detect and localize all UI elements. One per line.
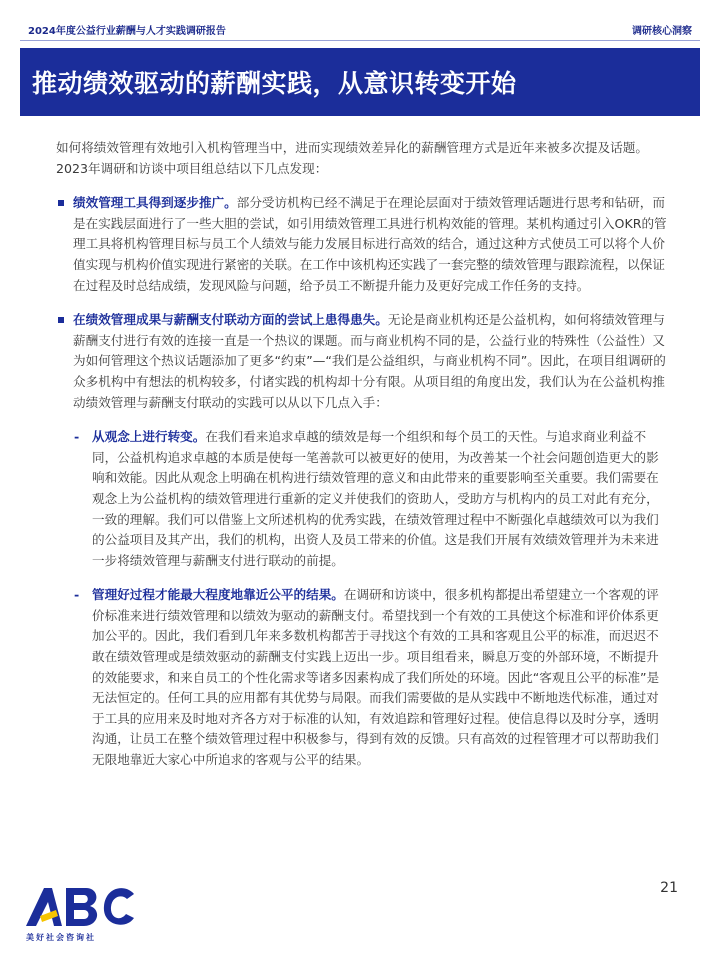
title-banner [20, 48, 700, 116]
main-content [56, 138, 668, 785]
bullet-body: 无论是商业机构还是公益机构，如何将绩效管理与薪酬支付进行有效的连接一直是一个热议的课题。而与商业机构不同的是，公益行业的特殊性（公益性）又为如何管理这个热议话题添加了更多“约束”—“我们是公益组织，与商业机构不同”。因此，在项目组调研的众多机构中有想法的机构较多，付诸实践的机构却十分有限。从项目组的角度出发，我们认为在公益机构推动绩效管理与薪酬支付联动的实践可以从以下几点入手： [73, 312, 666, 410]
dash-bullet: - [74, 429, 80, 445]
sub-heading: 从观念上进行转变。 [92, 429, 206, 445]
sub-body: 在我们看来追求卓越的绩效是每一个组织和每个员工的天性。与追求商业利益不同，公益机构追求卓越的本质是使每一笔善款可以被更好的使用，为改善某一个社会问题创造更大的影响和效能。因此从观念上明确在机构进行绩效管理的意义和由此带来的重要影响至关重要。我们需要在观念上为公益机构的绩效管理进行重新的定义并使我们的资助人，受助方与机构内的员工对此有充分，一致的理解。我们可以借鉴上文所述机构的优秀实践，在绩效管理过程中不断强化卓越绩效可以为我们的公益项目及其产出，我们的机构，出资人及员工带来的价值。这是我们开展有效绩效管理并为未来进一步将绩效管理与薪酬支付进行联动的前提。 [92, 429, 659, 568]
square-bullet-icon [58, 317, 64, 323]
sub-item [56, 427, 668, 571]
page-number: 21 [660, 880, 678, 896]
dash-bullet: - [74, 587, 80, 603]
sub-body: 在调研和访谈中，很多机构都提出希望建立一个客观的评价标准来进行绩效管理和以绩效为驱动的薪酬支付。希望找到一个有效的工具使这个标准和评价体系更加公平的。因此，我们看到几年来多数机构都苦于寻找这个有效的工具和客观且公平的标准，而迟迟不敢在绩效管理或是绩效驱动的薪酬支付实践上迈出一步。项目组看来，瞬息万变的外部环境，不断提升的效能要求，和来自员工的个性化需求等诸多因素构成了我们所处的环境。因此“客观且公平的标准”是无法恒定的。任何工具的应用都有其优势与局限。而我们需要做的是从实践中不断地迭代标准，通过对于工具的应用来及时地对齐各方对于标准的认知，有效追踪和管理好过程。使信息得以及时分享，透明沟通，让员工在整个绩效管理过程中积极参与，得到有效的反馈。只有高效的过程管理才可以帮助我们无限地靠近大家心中所追求的客观与公平的结果。 [92, 587, 660, 768]
section-label: 调研核心洞察 [632, 26, 692, 37]
bullet-body: 部分受访机构已经不满足于在理论层面对于绩效管理话题进行思考和钻研，而是在实践层面进行了一些大胆的尝试，如引用绩效管理工具进行机构效能的管理。某机构通过引入OKR的管理工具将机构管理目标与员工个人绩效与能力发展目标进行高效的结合，通过这种方式使员工可以将个人价值实现与机构价值实现进行紧密的关联。在工作中该机构还实践了一套完整的绩效管理与跟踪流程，以保证在过程及时总结成绩，发现风险与问题，给予员工不断提升能力及更好完成工作任务的支持。 [73, 195, 667, 293]
abc-logo [22, 880, 142, 944]
bullet-heading: 绩效管理工具得到逐步推广。 [73, 195, 237, 211]
abc-logo-mark-icon [22, 880, 142, 930]
bullet-item [56, 310, 668, 413]
header-divider [20, 40, 700, 41]
sub-item [56, 585, 668, 770]
square-bullet-icon [58, 200, 64, 206]
report-title: 2024年度公益行业薪酬与人才实践调研报告 [28, 26, 226, 37]
bullet-item [56, 193, 668, 296]
logo-caption: 美好社会咨询社 [26, 933, 96, 942]
sub-heading: 管理好过程才能最大程度地靠近公平的结果。 [92, 587, 344, 603]
bullet-heading: 在绩效管理成果与薪酬支付联动方面的尝试上患得患失。 [73, 312, 388, 328]
intro-paragraph: 如何将绩效管理有效地引入机构管理当中，进而实现绩效差异化的薪酬管理方式是近年来被多次提及话题。2023年调研和访谈中项目组总结以下几点发现： [56, 140, 648, 176]
page-title: 推动绩效驱动的薪酬实践，从意识转变开始 [32, 69, 517, 98]
